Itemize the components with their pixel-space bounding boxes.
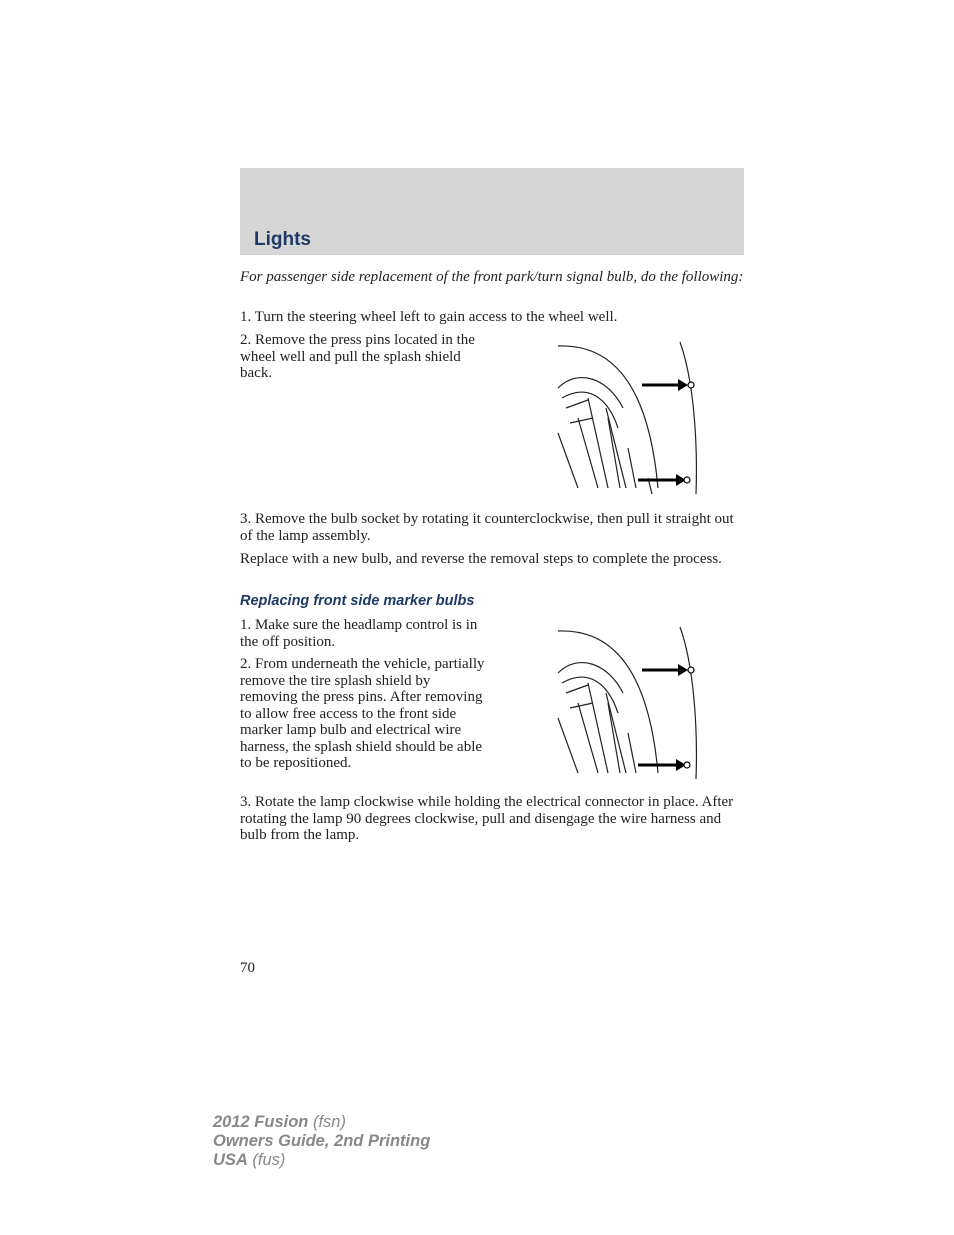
footer-line-3: USA (fus) bbox=[213, 1151, 286, 1169]
page-number: 70 bbox=[240, 960, 255, 976]
section-header bbox=[240, 168, 744, 255]
marker-step-3: 3. Rotate the lamp clockwise while holding the electrical connector in place. After rotating the lamp 90 degrees clockwise, pull and disengage the wire harness and bulb from the lamp. bbox=[240, 794, 734, 843]
wheel-well-illustration-1 bbox=[548, 338, 708, 494]
footer bbox=[213, 1113, 430, 1170]
footer-line-2: Owners Guide, 2nd Printing bbox=[213, 1132, 431, 1150]
marker-step-1: 1. Make sure the headlamp control is in the off position. bbox=[240, 617, 478, 650]
marker-step-2: 2. From underneath the vehicle, partially remove the tire splash shield by removing the press pins. After removing to allow free access to the front side marker lamp bulb and electrical wire harness, the splash shield should be able to be repositioned. bbox=[240, 656, 485, 771]
replace-paragraph: Replace with a new bulb, and reverse the removal steps to complete the process. bbox=[240, 551, 722, 567]
section-title: Lights bbox=[254, 229, 311, 250]
wheel-well-illustration-2 bbox=[548, 623, 708, 779]
intro-paragraph: For passenger side replacement of the front park/turn signal bulb, do the following: bbox=[240, 269, 744, 285]
step-2: 2. Remove the press pins located in the wheel well and pull the splash shield back. bbox=[240, 332, 475, 381]
step-3: 3. Remove the bulb socket by rotating it counterclockwise, then pull it straight out of the lamp assembly. bbox=[240, 511, 734, 544]
step-1: 1. Turn the steering wheel left to gain access to the wheel well. bbox=[240, 309, 618, 325]
footer-line-1: 2012 Fusion (fsn) bbox=[213, 1113, 346, 1131]
subsection-heading: Replacing front side marker bulbs bbox=[240, 593, 475, 609]
